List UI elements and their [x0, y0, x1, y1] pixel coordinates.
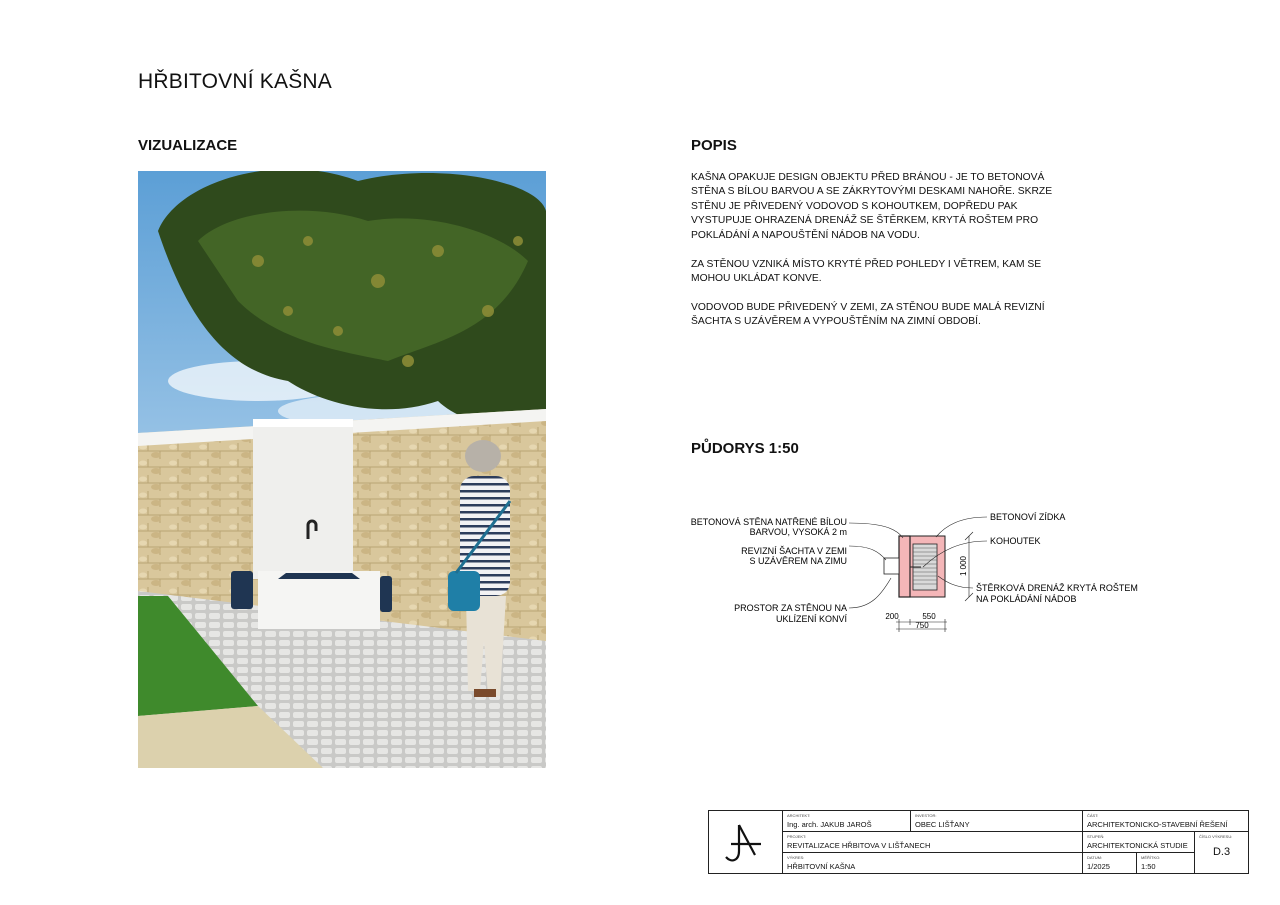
scale-cell: MĚŘÍTKO: 1:50 — [1137, 853, 1195, 873]
description-paragraph-2: ZA STĚNOU VZNIKÁ MÍSTO KRYTÉ PŘED POHLEDY I VĚTREM, KAM SE MOHOU UKLÁDAT KONVE. — [691, 259, 1042, 285]
dimension-550: 550 — [922, 612, 936, 621]
plan-shaft — [884, 558, 899, 574]
description-paragraph-1: KAŠNA OPAKUJE DESIGN OBJEKTU PŘED BRÁNOU - JE TO BETONOVÁ STĚNA S BÍLOU BARVOU A SE ZÁKRYTOVÝMI DESKAMI NAHOŘE. SKRZE STĚNU JE PŘIVEDENÝ VODOVOD S KOHOUTKEM, DOPŘEDU PAK VYSTUPUJE OHRAZENÁ DRENÁŽ SE ŠTĚRKEM, KRYTÁ ROŠTEM PRO POKLÁDÁNÍ A NAPOUŠTĚNÍ NÁDOB NA VODU. — [691, 172, 1053, 241]
label-drain-line2: NA POKLÁDÁNÍ NÁDOB — [976, 594, 1077, 604]
label-low-wall: BETONOVÍ ZÍDKA — [990, 512, 1066, 522]
label-storage-line2: UKLÍZENÍ KONVÍ — [775, 614, 847, 624]
floor-plan-drawing — [691, 500, 1161, 645]
investor-cell: INVESTOR: OBEC LIŠŤANY — [911, 811, 1083, 832]
title-block-logo-cell — [709, 811, 783, 873]
page-title: HŘBITOVNÍ KAŠNA — [138, 70, 332, 93]
drawing-cell: VÝKRES: HŘBITOVNÍ KAŠNA — [783, 853, 1083, 873]
label-shaft-line2: S UZÁVĚREM NA ZIMU — [749, 556, 847, 566]
title-block — [708, 810, 1249, 874]
label-wall-line1: BETONOVÁ STĚNA NATŘENÉ BÍLOU — [691, 517, 847, 527]
floor-plan-heading: PŮDORYS 1:50 — [691, 440, 799, 457]
dimension-200: 200 — [885, 612, 899, 621]
floor-plan-svg — [691, 500, 1161, 645]
label-shaft-line1: REVIZNÍ ŠACHTA V ZEMI — [741, 546, 847, 556]
stage-cell: STUPEŇ: ARCHITEKTONICKÁ STUDIE — [1083, 832, 1195, 853]
architect-monogram-logo-icon — [709, 811, 783, 873]
label-wall-line2: BARVOU, VYSOKÁ 2 m — [749, 527, 847, 537]
date-cell: DATUM: 1/2025 — [1083, 853, 1137, 873]
visualization-image — [138, 171, 546, 768]
description-heading: POPIS — [691, 137, 737, 154]
label-tap: KOHOUTEK — [990, 536, 1041, 546]
part-cell: ČÁST: ARCHITEKTONICKO-STAVEBNÍ ŘEŠENÍ — [1083, 811, 1248, 832]
dimension-750: 750 — [915, 621, 929, 630]
dimension-height: 1 000 — [959, 555, 968, 577]
sheet-number-cell: ČÍSLO VÝKRESU: D.3 — [1199, 834, 1233, 858]
architect-cell: ARCHITEKT: Ing. arch. JAKUB JAROŠ — [783, 811, 911, 832]
visualization-heading: VIZUALIZACE — [138, 137, 238, 154]
project-cell: PROJEKT: REVITALIZACE HŘBITOVA V LIŠŤANECH — [783, 832, 1083, 853]
plan-wall — [899, 536, 910, 597]
label-storage-line1: PROSTOR ZA STĚNOU NA — [734, 603, 847, 613]
description-paragraph-3: VODOVOD BUDE PŘIVEDENÝ V ZEMI, ZA STĚNOU BUDE MALÁ REVIZNÍ ŠACHTA S UZÁVĚREM A VYPOUŠTĚNÍM NA ZIMNÍ OBDOBÍ. — [691, 302, 1045, 328]
label-drain-line1: ŠTĚRKOVÁ DRENÁŽ KRYTÁ ROŠTEM — [976, 583, 1138, 593]
